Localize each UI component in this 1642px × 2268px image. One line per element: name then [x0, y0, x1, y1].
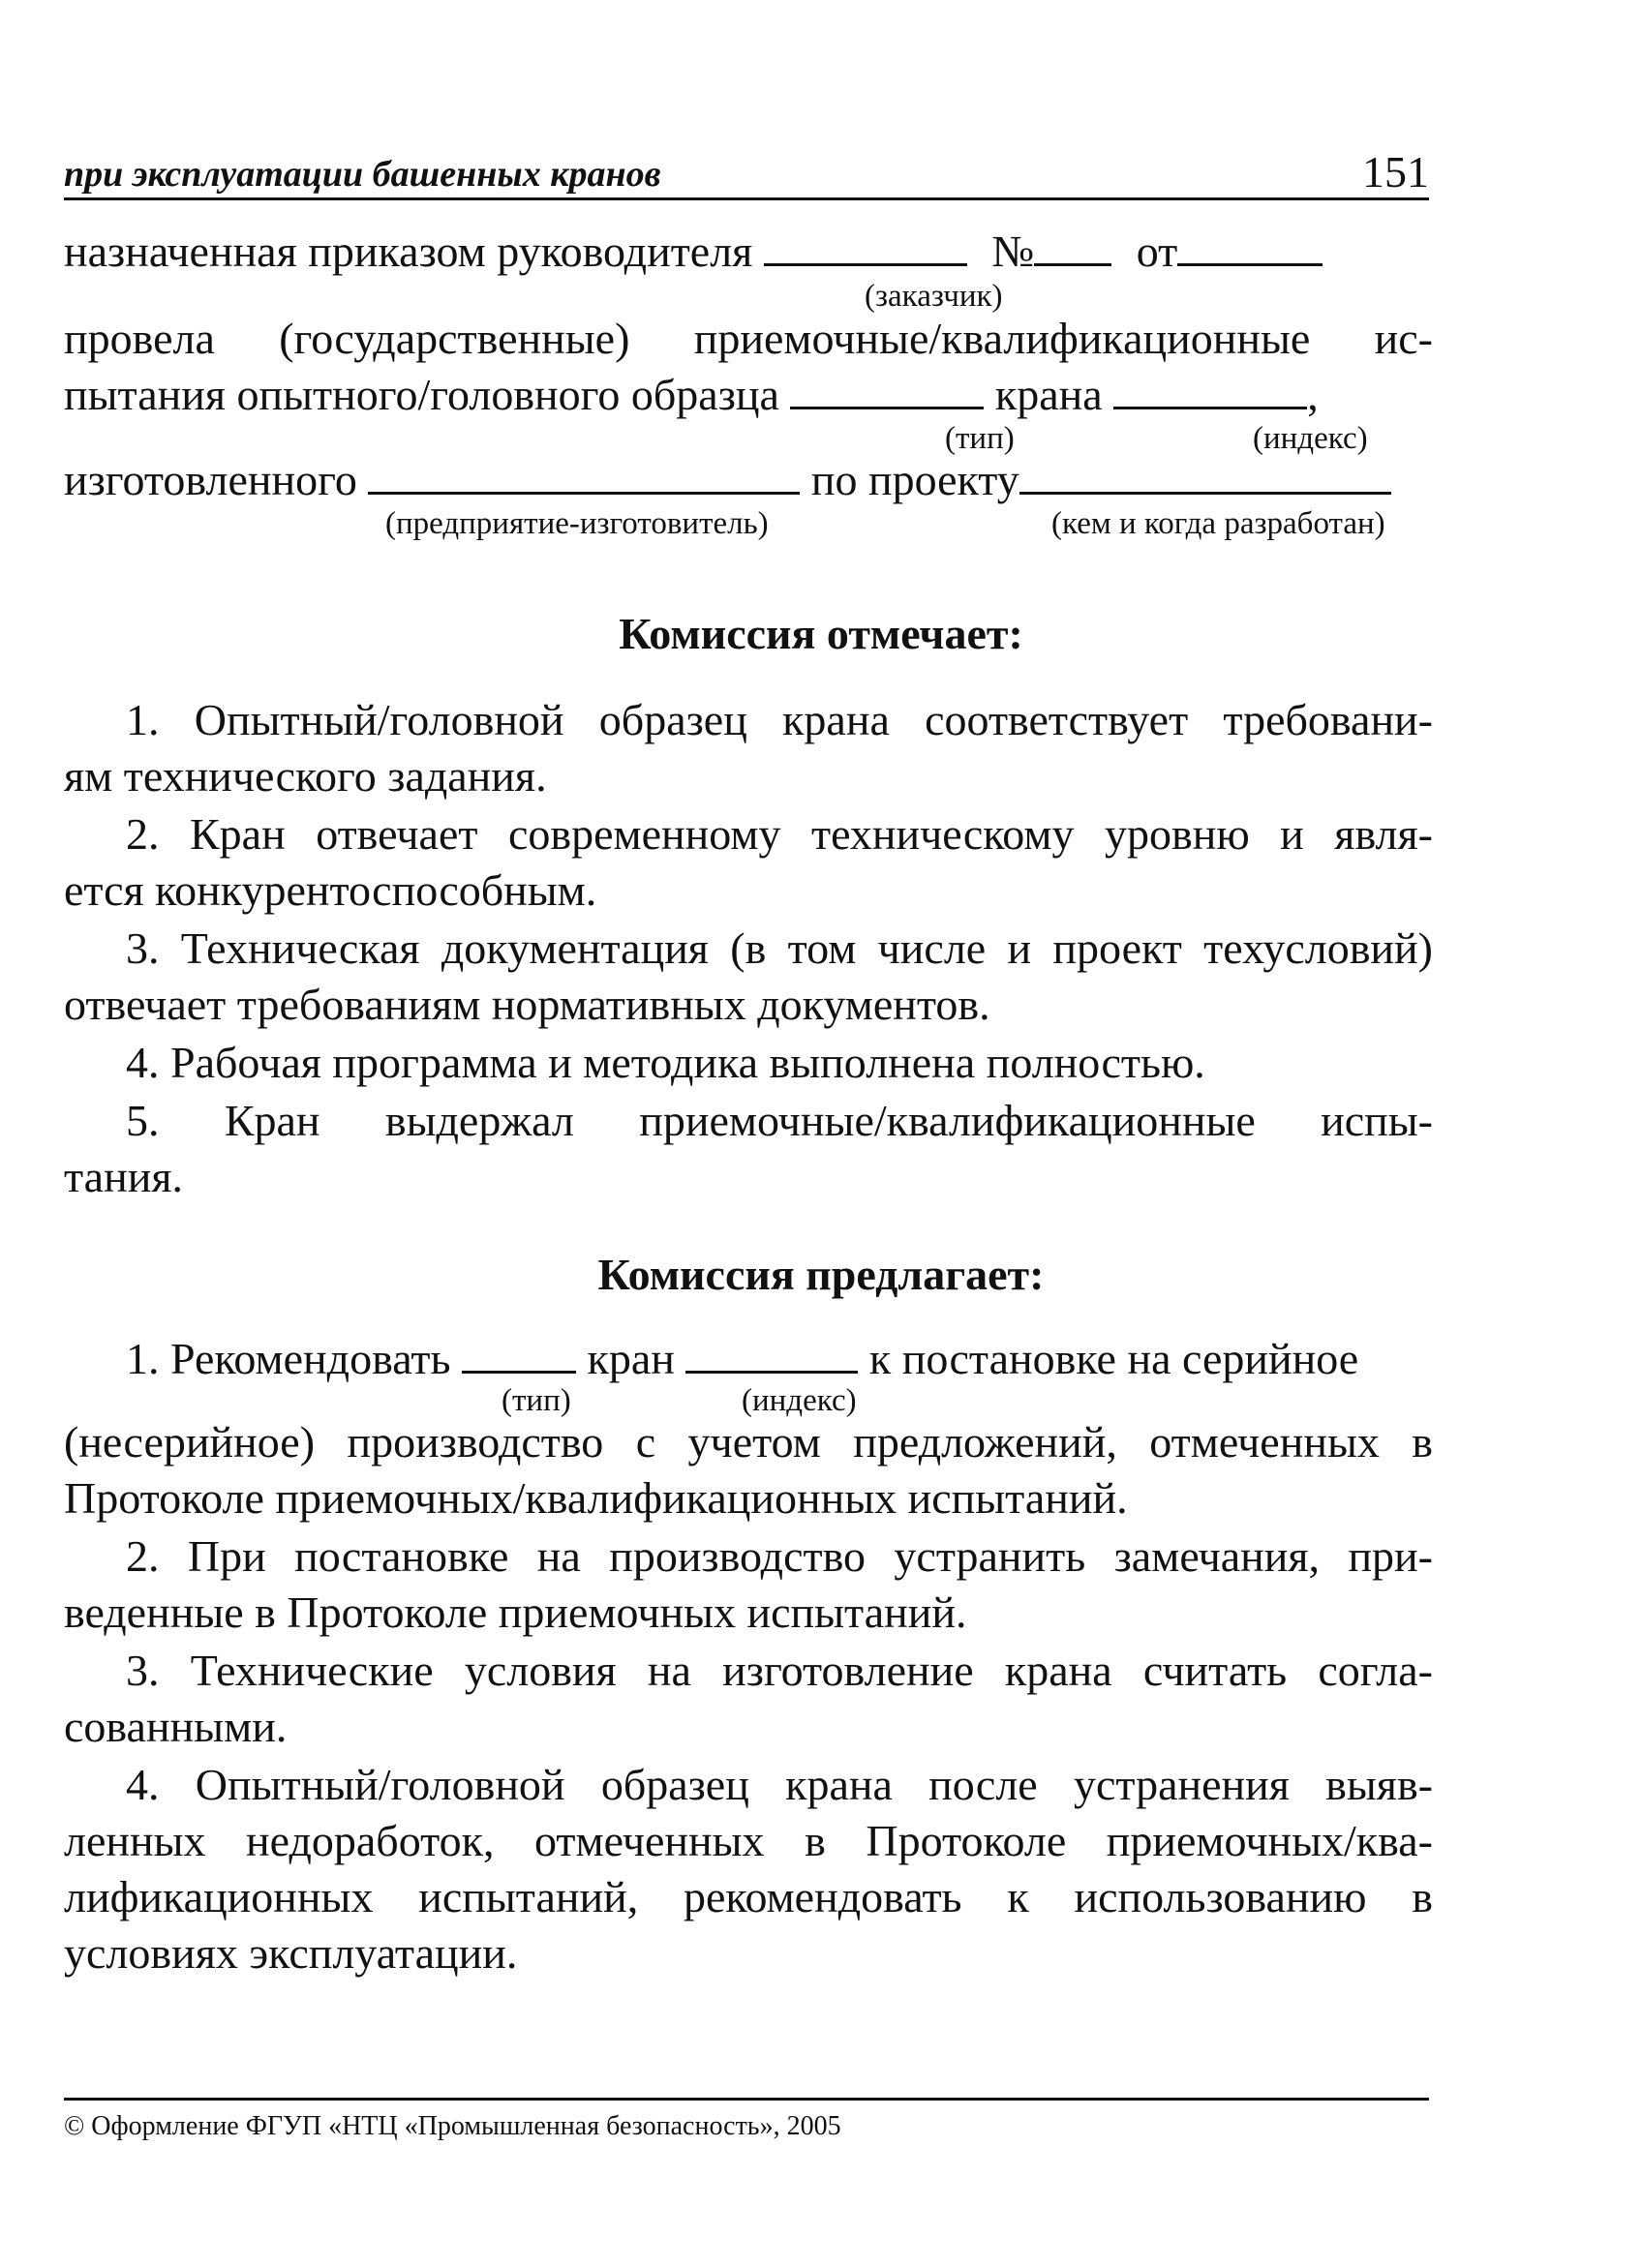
date-label: от — [1136, 227, 1178, 276]
proposal-line: веденные в Протоколе приемочных испытаний. — [64, 1588, 967, 1637]
proposal-line: сованными. — [64, 1702, 288, 1751]
header-rule — [64, 197, 1429, 200]
note-line: 5. Кран выдержал приемочные/квалификационные испы- — [126, 1096, 1433, 1145]
proposal-line-1 — [64, 1332, 1433, 1386]
proposal-line: 3. Технические условия на изготовление крана считать согла- — [126, 1646, 1433, 1695]
notes-heading: Комиссия отмечает: — [619, 609, 1023, 658]
page-number: 151 — [1362, 147, 1429, 197]
crane-label: кран — [587, 1334, 675, 1383]
proposal-line: (несерийное) производство с учетом предложений, отмеченных в — [64, 1417, 1433, 1467]
copyright-footer: © Оформление ФГУП «НТЦ «Промышленная безопасность», 2005 — [64, 2111, 841, 2141]
note-line: 2. Кран отвечает современному техническому уровню и явля- — [126, 809, 1433, 859]
caption-index: (индекс) — [742, 1383, 857, 1418]
type-blank — [790, 370, 984, 409]
intro-text: пытания опытного/головного образца — [64, 370, 779, 419]
manufacturer-blank — [368, 455, 800, 495]
proposal-line: ленных недоработок, отмеченных в Протоколе приемочных/ква- — [64, 1816, 1433, 1865]
number-sign: № — [991, 227, 1035, 276]
note-line: ям технического задания. — [64, 751, 547, 801]
intro-line-2: провела (государственные) приемочные/квалификационные ис- — [64, 314, 1433, 363]
proposal-line: условиях эксплуатации. — [64, 1928, 518, 1978]
note-line: 4. Рабочая программа и методика выполнена полностью. — [126, 1038, 1205, 1087]
proposal-line: Протоколе приемочных/квалификационных испытаний. — [64, 1473, 1128, 1523]
proposal-text: 1. Рекомендовать — [126, 1334, 451, 1383]
intro-text: изготовленного — [64, 455, 357, 504]
index-blank — [1113, 370, 1307, 409]
caption-type: (тип) — [945, 421, 1015, 456]
proposal-text: к постановке на серийное — [868, 1334, 1359, 1383]
intro-line-4 — [64, 453, 1433, 507]
intro-line-1 — [64, 225, 1433, 279]
developer-blank — [1019, 455, 1391, 495]
caption-developer: (кем и когда разработан) — [1051, 506, 1385, 541]
order-date-blank — [1177, 227, 1323, 266]
caption-type: (тип) — [502, 1383, 571, 1418]
caption-index: (индекс) — [1253, 421, 1368, 456]
customer-blank — [764, 227, 967, 266]
caption-manufacturer: (предприятие-изготовитель) — [385, 506, 769, 541]
crane-index-blank — [685, 1334, 858, 1374]
proposal-line: лификационных испытаний, рекомендовать к использованию в — [64, 1872, 1433, 1921]
intro-line-3 — [64, 368, 1433, 422]
running-header — [64, 147, 1429, 197]
order-number-blank — [1034, 227, 1111, 266]
footer-rule — [64, 2098, 1429, 2101]
note-line: тания. — [64, 1152, 183, 1201]
note-line: 1. Опытный/головной образец крана соответствует требовани- — [126, 695, 1433, 744]
running-title: при эксплуатации башенных кранов — [64, 154, 661, 195]
crane-type-blank — [462, 1334, 576, 1374]
project-label: по проекту — [810, 455, 1019, 504]
note-line: 3. Техническая документация (в том числе и проект техусловий) — [126, 923, 1433, 973]
caption-customer: (заказчик) — [865, 279, 1003, 314]
proposals-heading: Комиссия предлагает: — [597, 1250, 1045, 1299]
note-line: отвечает требованиям нормативных документов. — [64, 980, 990, 1029]
note-line: ется конкурентоспособным. — [64, 865, 597, 915]
intro-text: назначенная приказом руководителя — [64, 227, 753, 276]
comma: , — [1307, 370, 1319, 419]
proposal-line: 2. При постановке на производство устранить замечания, при- — [126, 1531, 1433, 1581]
crane-label: крана — [994, 370, 1103, 419]
proposal-line: 4. Опытный/головной образец крана после устранения выяв- — [126, 1760, 1433, 1809]
